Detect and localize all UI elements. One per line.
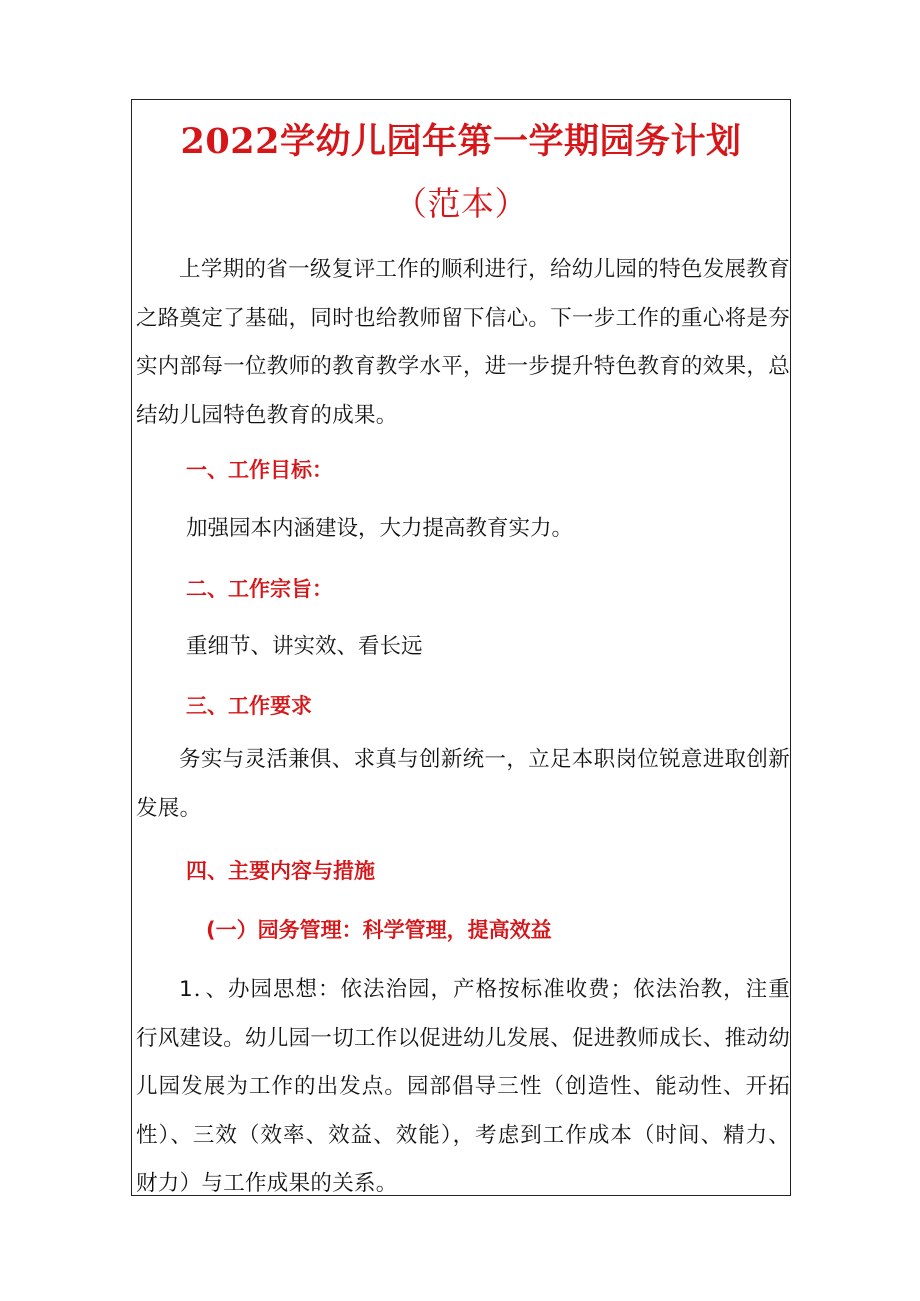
section4-item1-paragraph: 1．、办园思想：依法治园，产格按标准收费；依法治教，注重行风建设。幼儿园一切工作以促进幼儿发展、促进教师成长、推动幼儿园发展为工作的出发点。园部倡导三性（创造性、能动性、开拓性）、三效（效率、效益、效能），考虑到工作成本（时间、精力、财力）与工作成果的关系。 xyxy=(136,977,791,1196)
section4-heading: 四、主要内容与措施 xyxy=(186,859,375,883)
section3-heading: 三、工作要求 xyxy=(186,694,312,718)
section3-text: 务实与灵活兼俱、求真与创新统一，立足本职岗位锐意进取创新发展。 xyxy=(136,747,790,821)
document-page xyxy=(131,99,791,1196)
section1-text: 加强园本内涵建设，大力提高教育实力。 xyxy=(186,516,574,541)
intro-paragraph: 上学期的省一级复评工作的顺利进行，给幼儿园的特色发展教育之路奠定了基础，同时也给教师留下信心。下一步工作的重心将是夯实内部每一位教师的教育教学水平，进一步提升特色教育的效果，总结幼儿园特色教育的成果。 xyxy=(136,257,791,428)
document-subtitle: （范本） xyxy=(394,184,528,223)
document-title: 2022学幼儿园年第一学期园务计划 xyxy=(180,121,742,162)
section2-text: 重细节、讲实效、看长远 xyxy=(186,634,423,659)
section2-heading: 二、工作宗旨： xyxy=(186,577,333,601)
section1-heading: 一、工作目标： xyxy=(186,458,333,482)
section4-subheading: (一）园务管理：科学管理，提高效益 xyxy=(206,918,552,942)
